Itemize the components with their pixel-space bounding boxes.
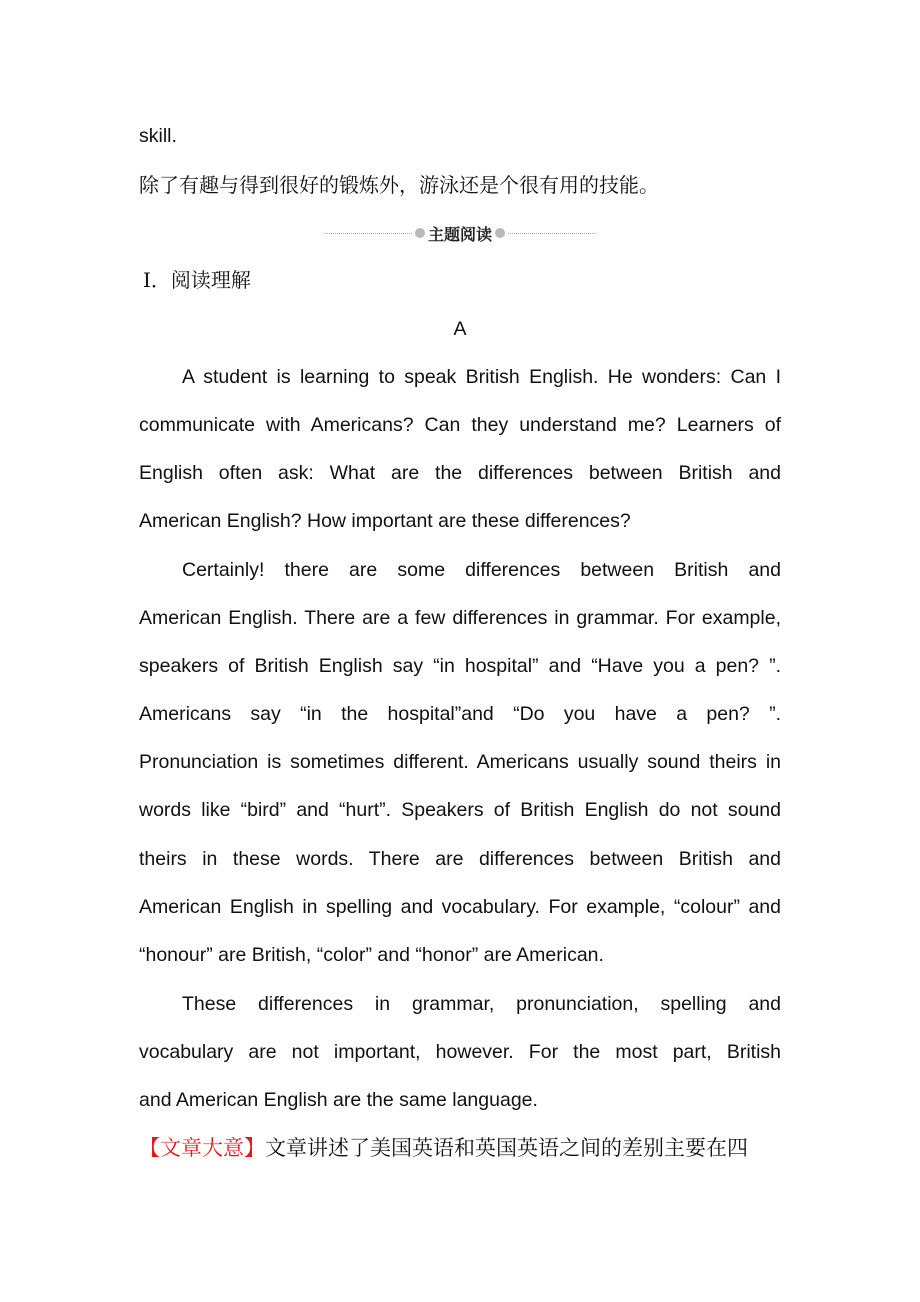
question-heading: Ⅰ．阅读理解	[143, 268, 251, 292]
text-line: “honour” are British, “color” and “honor” are American.	[139, 944, 604, 966]
text-line: Americans say “in the hospital”and “Do you have a pen? ”.	[139, 703, 781, 725]
summary-text: 文章讲述了美国英语和英国英语之间的差别主要在四	[265, 1136, 748, 1160]
bullet-dot-icon	[415, 228, 425, 238]
text-line: American English? How important are these differences?	[139, 510, 631, 532]
summary-label: 【文章大意】	[139, 1136, 265, 1160]
section-divider	[325, 222, 595, 244]
text-line: vocabulary are not important, however. For the most part, British	[139, 1041, 781, 1063]
text-line: These differences in grammar, pronunciation, spelling and	[182, 993, 781, 1015]
divider-rule	[508, 233, 595, 234]
summary-line	[139, 1134, 781, 1162]
text-line: words like “bird” and “hurt”. Speakers of British English do not sound	[139, 799, 781, 821]
text-line: Certainly! there are some differences between British and	[182, 559, 781, 581]
text-line: skill.	[139, 125, 177, 147]
text-line: theirs in these words. There are differences between British and	[139, 848, 781, 870]
section-title: 主题阅读	[428, 224, 493, 244]
bullet-dot-icon	[495, 228, 505, 238]
text-line: American English in spelling and vocabulary. For example, “colour” and	[139, 896, 781, 918]
text-line: English often ask: What are the differences between British and	[139, 462, 781, 484]
passage-label: A	[453, 318, 467, 340]
text-line: American English. There are a few differences in grammar. For example,	[139, 607, 781, 629]
text-line: speakers of British English say “in hospital” and “Have you a pen? ”.	[139, 655, 781, 677]
text-line: communicate with Americans? Can they understand me? Learners of	[139, 414, 781, 436]
text-line: Pronunciation is sometimes different. Americans usually sound theirs in	[139, 751, 781, 773]
text-line: and American English are the same language.	[139, 1089, 538, 1111]
translation-line: 除了有趣与得到很好的锻炼外，游泳还是个很有用的技能。	[139, 173, 659, 197]
divider-rule	[325, 233, 412, 234]
text-line: A student is learning to speak British English. He wonders: Can I	[182, 366, 781, 388]
